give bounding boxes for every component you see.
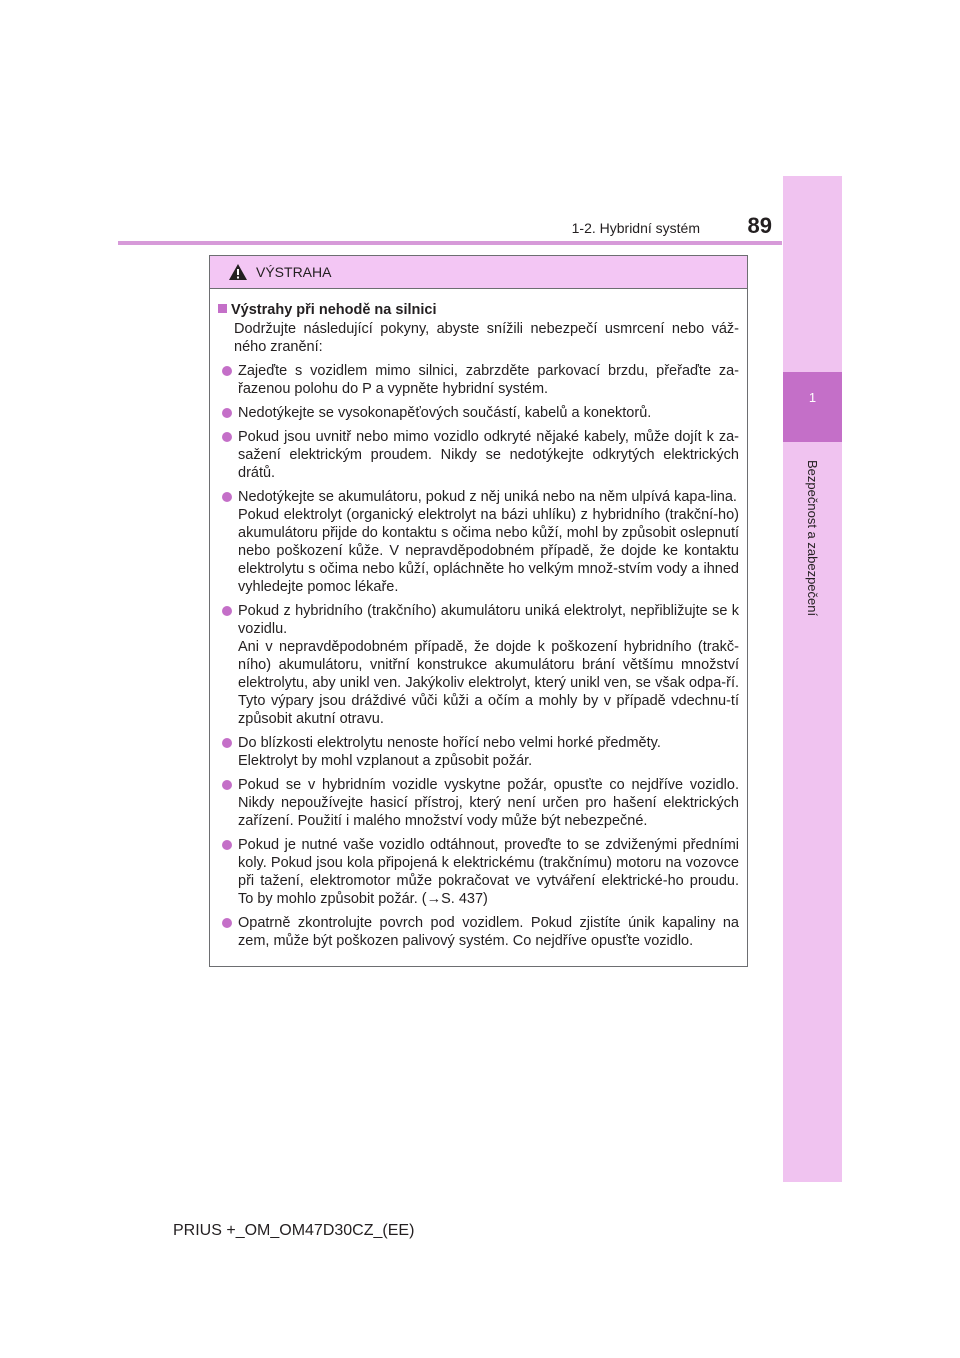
round-bullet-icon — [222, 432, 232, 442]
round-bullet-icon — [222, 606, 232, 616]
list-item-text — [238, 836, 739, 908]
round-bullet-icon — [222, 780, 232, 790]
round-bullet-icon — [222, 918, 232, 928]
list-item — [218, 404, 739, 422]
round-bullet-icon — [222, 492, 232, 502]
footer-code: PRIUS +_OM_OM47D30CZ_(EE) — [173, 1222, 415, 1239]
chapter-tab-active — [783, 372, 842, 442]
list-item-paragraph: Pokud se v hybridním vozidle vyskytne požár, opusťte co nejdříve vozidlo. Nikdy nepoužívejte hasicí přístroj, který není určen pro hašení elektrických zařízení. Použití i malého množství vody může být nebezpečné. — [238, 777, 739, 829]
round-bullet-icon — [222, 738, 232, 748]
list-item-text — [238, 428, 739, 482]
round-bullet-icon — [222, 840, 232, 850]
list-item-text — [238, 776, 739, 830]
intro-text: Dodržujte následující pokyny, abyste snížili nebezpečí usmrcení nebo váž-ného zranění: — [234, 321, 739, 355]
chapter-title-container — [783, 460, 842, 700]
header-section-title: 1-2. Hybridní systém — [571, 220, 700, 236]
section-heading — [218, 301, 739, 319]
header-rule — [118, 241, 782, 245]
list-item-paragraph: Nedotýkejte se akumulátoru, pokud z něj uniká nebo na něm ulpívá kapa-lina. — [238, 489, 737, 505]
warning-box — [209, 255, 748, 967]
warning-title: VÝSTRAHA — [256, 264, 332, 280]
chapter-title: Bezpečnost a zabezpečení — [805, 460, 820, 617]
list-item-paragraph: Pokud z hybridního (trakčního) akumulátoru uniká elektrolyt, nepřibližujte se k vozidlu. — [238, 603, 739, 637]
list-item-text — [238, 914, 739, 950]
list-item — [218, 734, 739, 770]
list-item-paragraph: Zajeďte s vozidlem mimo silnici, zabrzděte parkovací brzdu, přeřaďte za-řazenou polohu do P a vypněte hybridní systém. — [238, 363, 739, 397]
list-item-paragraph: Pokud elektrolyt (organický elektrolyt na bázi uhlíku) z hybridního (trakční-ho) akumulátoru přijde do kontaktu s očima nebo kůží, mohl by způsobit oslepnutí nebo poškození kůže. V nepravděpodobném případě, že dojde ke kontaktu elektrolytu s očima nebo kůží, opláchněte ho velkým množ-stvím vody a ihned vyhledejte pomoc lékaře. — [238, 507, 739, 595]
list-item-paragraph: Pokud je nutné vaše vozidlo odtáhnout, proveďte to se zdviženými předními koly. Pokud jsou kola připojená k elektrickému (trakčnímu) motoru na vozovce při tažení, elektromotor může pokračovat ve vytváření elektrické-ho proudu. To by mohlo způsobit požár. (→S. 437) — [238, 837, 739, 907]
list-item-text — [238, 602, 739, 728]
square-bullet-icon — [218, 304, 227, 313]
list-item-paragraph: Do blízkosti elektrolytu nenoste hořící nebo velmi horké předměty. — [238, 735, 661, 751]
list-item-paragraph: Ani v nepravděpodobném případě, že dojde k poškození hybridního (trakč-ního) akumulátoru, vnitřní konstrukce akumulátoru brání většímu množství elektrolytu, aby unikl ven. Jakýkoliv elektrolyt, který unikl ven, se však odpa-ří. Tyto výpary jsou dráždivé vůči kůži a očím a mohly by v případě vdechnu-tí způsobit akutní otravu. — [238, 639, 739, 727]
list-item — [218, 776, 739, 830]
list-item — [218, 836, 739, 908]
warning-header — [210, 256, 747, 289]
list-item — [218, 914, 739, 950]
list-item — [218, 428, 739, 482]
warning-body — [210, 289, 747, 950]
list-item-text — [238, 734, 739, 770]
chapter-number: 1 — [808, 390, 817, 405]
round-bullet-icon — [222, 366, 232, 376]
warning-triangle-icon — [228, 263, 248, 281]
list-item-paragraph: Pokud jsou uvnitř nebo mimo vozidlo odkryté nějaké kabely, může dojít k za-sažení elektrickým proudem. Nikdy se nedotýkejte odkrytých elektrických drátů. — [238, 429, 739, 481]
list-item-paragraph: Elektrolyt by mohl vzplanout a způsobit požár. — [238, 753, 533, 769]
list-item — [218, 488, 739, 596]
list-item-text — [238, 362, 739, 398]
round-bullet-icon — [222, 408, 232, 418]
page-number: 89 — [747, 213, 772, 238]
list-item-text — [238, 488, 739, 596]
list-item — [218, 362, 739, 398]
list-item-text — [238, 404, 739, 422]
section-heading-text: Výstrahy při nehodě na silnici — [231, 302, 437, 318]
bullet-list — [218, 362, 739, 950]
list-item-paragraph: Opatrně zkontrolujte povrch pod vozidlem. Pokud zjistíte únik kapaliny na zem, může být poškozen palivový systém. Co nejdříve opusťte vozidlo. — [238, 915, 739, 949]
list-item — [218, 602, 739, 728]
list-item-paragraph: Nedotýkejte se vysokonapěťových součástí, kabelů a konektorů. — [238, 405, 652, 421]
